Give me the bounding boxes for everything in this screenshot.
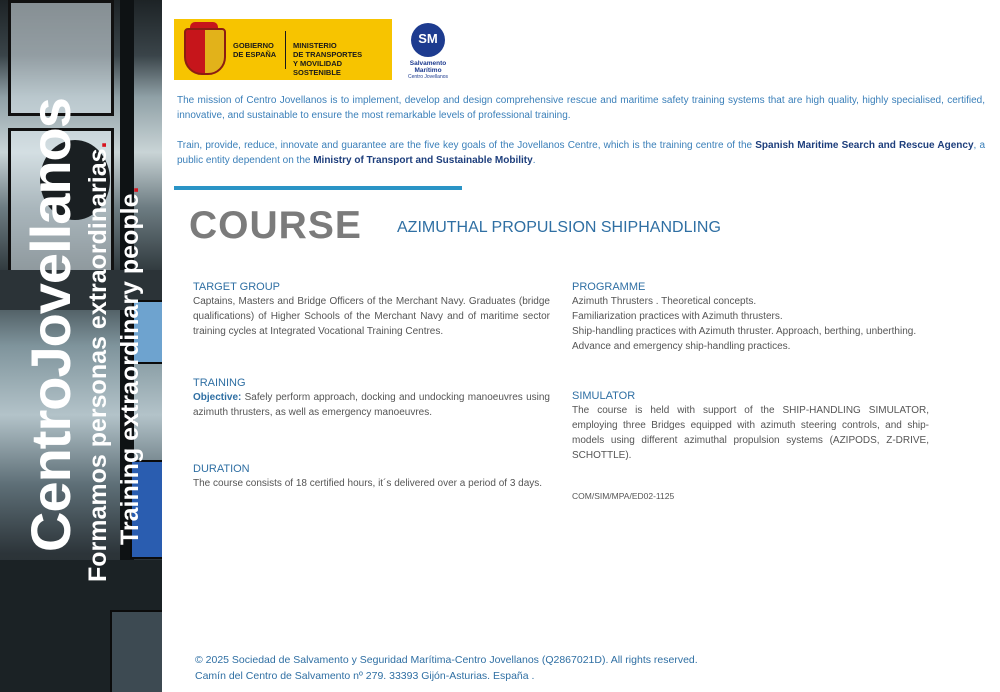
salvamento-maritimo-logo [398, 23, 458, 79]
course-label: COURSE [189, 204, 362, 247]
duration-heading: DURATION [193, 463, 250, 475]
duration-section [193, 462, 550, 491]
gobierno-line: GOBIERNO [233, 41, 274, 50]
gobierno-line: DE ESPAÑA [233, 50, 277, 59]
target-group-section [193, 280, 550, 339]
course-code: COM/SIM/MPA/ED02-1125 [572, 491, 675, 501]
objective-label: Objective: [193, 392, 242, 403]
training-text: Objective: Safely perform approach, docking and undocking manoeuvres using azimuth thrusters, as well as emergency manoeuvres. [193, 392, 550, 418]
programme-section [572, 280, 929, 354]
footer-address: Camín del Centro de Salvamento nº 279. 33393 Gijón-Asturias. España . [195, 670, 535, 682]
tagline-english: Training extraordinary people. [116, 186, 144, 545]
salvamento-label: Salvamento Marítimo [409, 60, 447, 74]
logo-divider [285, 31, 286, 69]
console-screen [110, 610, 162, 692]
programme-item: Azimuth Thrusters . Theoretical concepts. [572, 296, 757, 307]
agency-link[interactable]: Spanish Maritime Search and Rescue Agency [755, 140, 974, 151]
ministry-link[interactable]: Ministry of Transport and Sustainable Mobility [313, 155, 533, 166]
footer-copyright: © 2025 Sociedad de Salvamento y Seguridad Marítima-Centro Jovellanos (Q2867021D). All rights reserved. [195, 654, 698, 666]
target-group-heading: TARGET GROUP [193, 281, 280, 293]
salvamento-emblem-icon: SM [411, 23, 445, 57]
duration-text: The course consists of 18 certified hours, it´s delivered over a period of 3 days. [193, 478, 543, 489]
gobierno-label [233, 41, 276, 59]
programme-heading: PROGRAMME [572, 281, 646, 293]
ministerio-line: Y MOVILIDAD SOSTENIBLE [293, 59, 343, 77]
simulator-heading: SIMULATOR [572, 390, 636, 402]
simulator-text: The course is held with support of the SHIP-HANDLING SIMULATOR, employing three Bridges equipped with azimuth steering controls, and ship-models using different azimuthal propulsion systems (AZIPODS, Z-DRIVE, SCHOTTLE). [572, 405, 929, 461]
ministerio-line: DE TRANSPORTES [293, 50, 363, 59]
section-divider [174, 186, 462, 190]
coat-of-arms-icon [184, 28, 226, 75]
programme-item: Ship-handling practices with Azimuth thruster. Approach, berthing, unberthing. [572, 326, 917, 337]
target-group-text: Captains, Masters and Bridge Officers of the Merchant Navy. Graduates (bridge qualifications) of Higher Schools of the Merchant Navy and of maritime sector training cycles at Integrated Vocational Training Centres. [193, 296, 550, 337]
programme-item: Advance and emergency ship-handling practices. [572, 341, 791, 352]
tagline-spanish: Formamos personas extraordinarias. [84, 141, 112, 582]
training-section [193, 376, 550, 420]
training-heading: TRAINING [193, 377, 246, 389]
goals-paragraph: Train, provide, reduce, innovate and guarantee are the five key goals of the Jovellanos Centre, which is the training centre of the Spanish Maritime Search and Rescue Agency, a public entity dependent on the Ministry of Transport and Sustainable Mobility. [177, 140, 986, 166]
ministerio-line: MINISTERIO [293, 41, 337, 50]
simulator-section [572, 389, 929, 463]
salvamento-sublabel: Centro Jovellanos [407, 74, 449, 80]
side-photo-banner [0, 0, 162, 692]
mission-paragraph: The mission of Centro Jovellanos is to implement, develop and design comprehensive rescue and maritime safety training systems that are high quality, highly specialised, certified, innovative, and sustainable to ensure the most remarkable levels of professional training. [177, 95, 985, 121]
government-logo [174, 19, 392, 80]
brand-vertical-text: CentroJovellanos [19, 98, 82, 552]
programme-item: Familiarization practices with Azimuth thrusters. [572, 311, 783, 322]
ministerio-label [293, 41, 392, 77]
course-title: AZIMUTHAL PROPULSION SHIPHANDLING [397, 219, 721, 236]
